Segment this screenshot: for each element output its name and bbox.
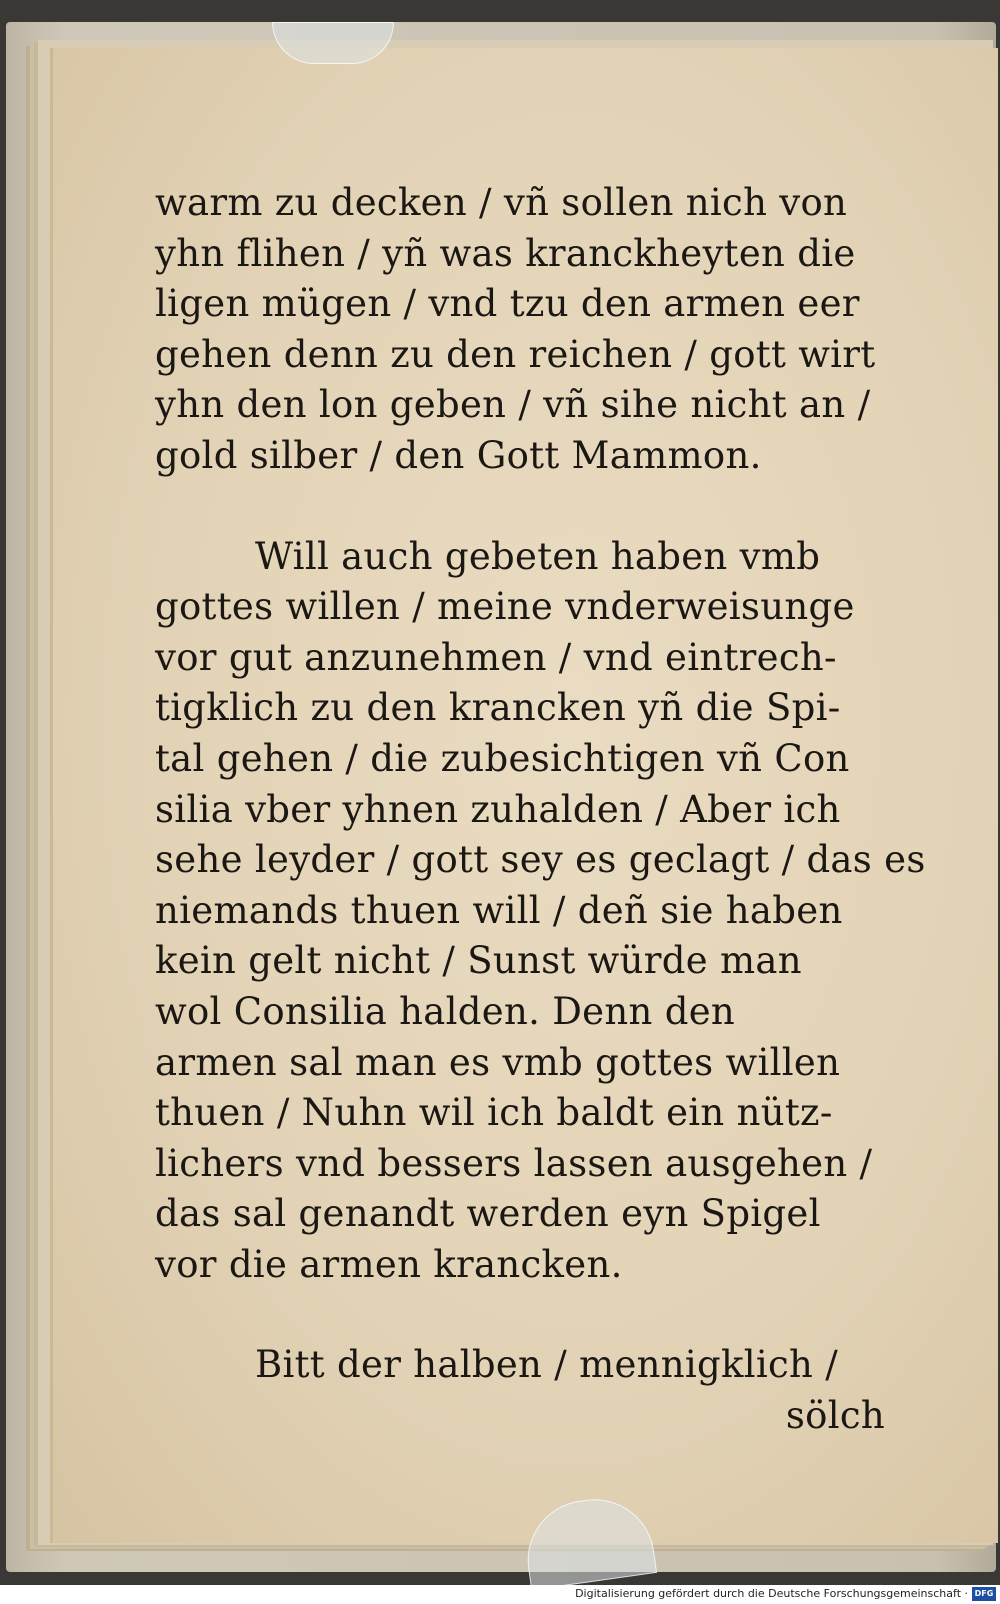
text-line: vor die armen krancken. bbox=[155, 1242, 623, 1286]
text-line: wol Consilia halden. Denn den bbox=[155, 989, 736, 1033]
text-line: armen sal man es vmb gottes willen bbox=[155, 1040, 841, 1084]
text-line: silia vber yhnen zuhalden / Aber ich bbox=[155, 787, 841, 831]
text-line: gold silber / den Gott Mammon. bbox=[155, 433, 762, 477]
text-line: niemands thuen will / deñ sie haben bbox=[155, 888, 843, 932]
paragraph-2 bbox=[155, 532, 926, 1291]
text-line: lichers vnd bessers lassen ausgehen / bbox=[155, 1141, 873, 1185]
catchword: sölch bbox=[785, 1394, 885, 1438]
text-line: kein gelt nicht / Sunst würde man bbox=[155, 939, 802, 983]
paragraph-gap bbox=[155, 1290, 915, 1340]
text-line: yhn den lon geben / vñ sihe nicht an / bbox=[155, 383, 871, 427]
text-line: ligen mügen / vnd tzu den armen eer bbox=[155, 282, 860, 326]
paragraph-3 bbox=[155, 1340, 915, 1391]
footer-bar bbox=[0, 1585, 1000, 1604]
text-line: das sal genandt werden eyn Spigel bbox=[155, 1192, 821, 1236]
page-text bbox=[155, 178, 926, 1442]
text-line: gehen denn zu den reichen / gott wirt bbox=[155, 332, 876, 376]
text-line: Will auch gebeten haben vmb bbox=[255, 534, 821, 578]
dfg-logo: DFG bbox=[972, 1587, 996, 1601]
funding-credit: Digitalisierung gefördert durch die Deutsche Forschungsgemeinschaft · bbox=[575, 1587, 968, 1600]
text-line: tigklich zu den krancken yñ die Spi- bbox=[155, 686, 841, 730]
text-line: warm zu decken / vñ sollen nich von bbox=[155, 181, 848, 224]
text-line: yhn flihen / yñ was kranckheyten die bbox=[155, 231, 856, 275]
text-line: Bitt der halben / mennigklich / bbox=[255, 1343, 838, 1387]
text-line: vor gut anzunehmen / vnd eintrech- bbox=[155, 635, 837, 679]
paragraph-1 bbox=[155, 178, 915, 482]
text-line: gottes willen / meine vnderweisunge bbox=[155, 585, 855, 629]
paragraph-gap bbox=[155, 482, 915, 532]
text-line: thuen / Nuhn wil ich baldt ein nütz- bbox=[155, 1091, 833, 1135]
text-line: sehe leyder / gott sey es geclagt / das es bbox=[155, 838, 926, 882]
text-line: tal gehen / die zubesichtigen vñ Con bbox=[155, 736, 850, 780]
